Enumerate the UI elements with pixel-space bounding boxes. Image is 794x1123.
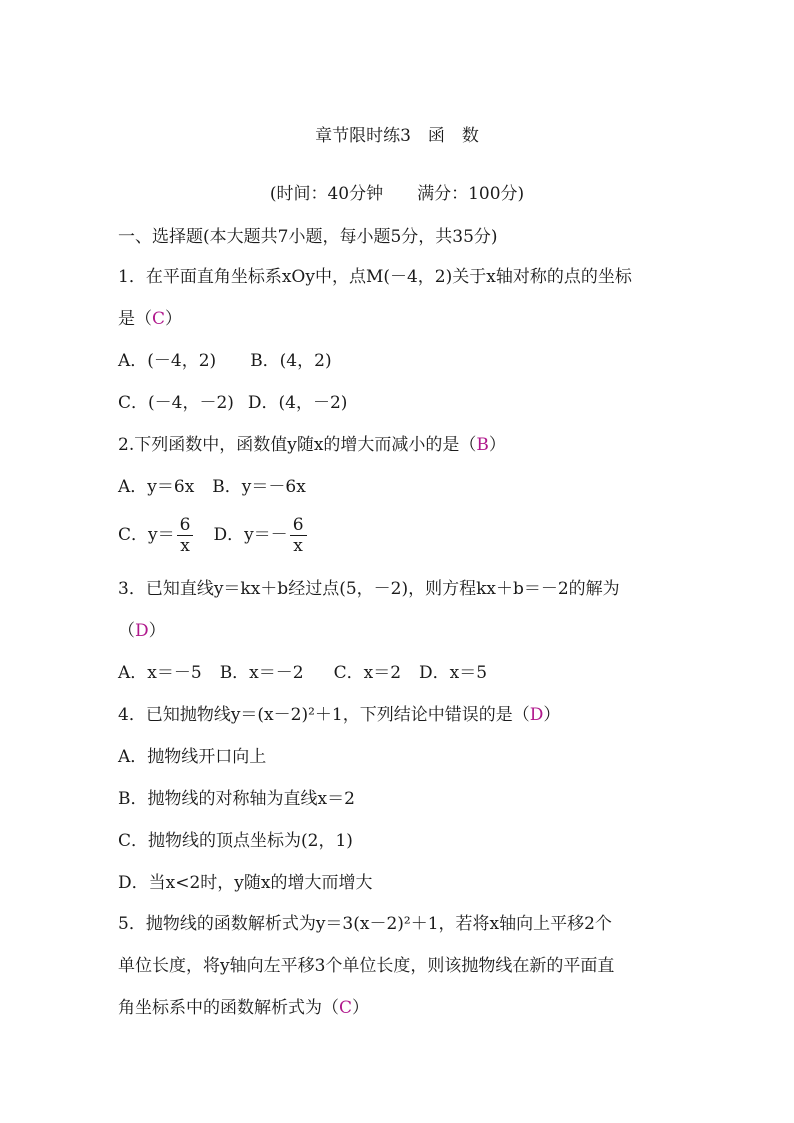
question-5-stem-line3: 角坐标系中的函数解析式为（C） [118, 998, 370, 1018]
option-a: A．x＝－5 [118, 663, 202, 683]
question-5-stem-line1: 5．抛物线的函数解析式为y＝3(x－2)²＋1，若将x轴向上平移2个 [118, 914, 612, 934]
question-2-answer: B [476, 435, 489, 455]
question-3-answer-line: （D） [118, 621, 166, 641]
option-c: C．抛物线的顶点坐标为(2，1) [118, 831, 353, 851]
option-c: C．(－4，－2) [118, 393, 234, 413]
question-2-options-row1 [118, 475, 306, 499]
question-1-options-row2 [118, 391, 347, 415]
question-3-options [118, 661, 487, 685]
question-2-options-row2 [118, 513, 309, 557]
option-b: B．(4，2) [250, 351, 332, 371]
question-2-stem: 2.下列函数中，函数值y随x的增大而减小的是（B） [118, 435, 506, 455]
option-b: B．x＝－2 [219, 663, 304, 683]
question-1-stem-cont: 是（C） [118, 309, 183, 329]
question-1-answer: C [152, 309, 166, 329]
question-5-stem-line2: 单位长度，将y轴向左平移3个单位长度，则该抛物线在新的平面直 [118, 956, 615, 976]
question-5-answer: C [339, 998, 353, 1018]
option-b: B．y＝－6x [212, 477, 306, 497]
page-title: 章节限时练3 函 数 [315, 126, 479, 146]
option-c: C．y＝ $\frac{6}{x}$ [118, 525, 195, 545]
option-d: D．当x<2时，y随x的增大而增大 [118, 873, 373, 893]
question-1-stem: 1．在平面直角坐标系xOy中，点M(－4，2)关于x轴对称的点的坐标 [118, 267, 632, 287]
option-a: A．抛物线开口向上 [118, 747, 267, 767]
option-a: A．(－4，2) [118, 351, 217, 371]
question-1-options-row1 [118, 349, 332, 373]
section-heading: 一、选择题(本大题共7小题，每小题5分，共35分) [118, 227, 498, 247]
question-3-answer: D [135, 621, 149, 641]
question-4-answer: D [529, 705, 544, 725]
option-d: D．(4，－2) [247, 393, 348, 413]
fraction: $\frac{6}{x}$ [290, 515, 307, 556]
option-b: B．抛物线的对称轴为直线x＝2 [118, 789, 355, 809]
fraction: $\frac{6}{x}$ [177, 515, 194, 556]
option-d: D．y＝－ $\frac{6}{x}$ [213, 525, 308, 545]
exam-info: (时间：40分钟 满分：100分) [269, 184, 525, 204]
option-d: D．x＝5 [419, 663, 488, 683]
question-4-stem: 4．已知抛物线y＝(x－2)²＋1，下列结论中错误的是（D） [118, 705, 561, 725]
question-3-stem: 3．已知直线y＝kx＋b经过点(5，－2)，则方程kx＋b＝－2的解为 [118, 579, 620, 599]
option-c: C．x＝2 [333, 663, 402, 683]
option-a: A．y＝6x [118, 477, 195, 497]
